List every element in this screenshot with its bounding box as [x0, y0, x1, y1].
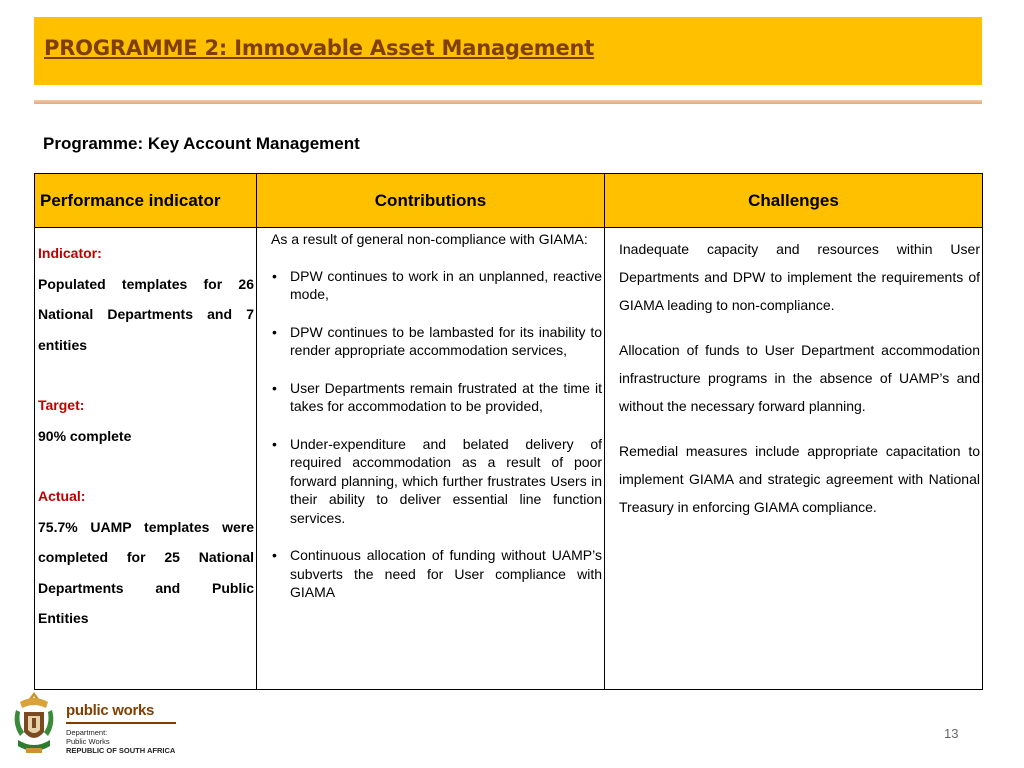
- target-value: 90% complete: [38, 427, 132, 444]
- contributions-list: [271, 267, 602, 602]
- header-contributions: Contributions: [257, 174, 605, 228]
- header-performance-indicator: Performance indicator: [35, 174, 257, 228]
- actual-line: 75.7% UAMP templates were: [38, 518, 254, 535]
- contributions-cell: [257, 228, 605, 690]
- coat-of-arms-icon: [10, 688, 58, 760]
- target-label: Target:: [38, 397, 85, 413]
- performance-table: [34, 173, 983, 690]
- header-challenges: Challenges: [605, 174, 983, 228]
- challenges-cell: [605, 228, 983, 690]
- actual-line: completed for 25 National: [38, 549, 254, 565]
- list-item: • Under-expenditure and belated delivery of required accommodation as a result of poor forward planning, which further frustrates Users in their ability to deliver essential line function services.: [272, 435, 602, 526]
- title-divider: [34, 100, 982, 104]
- actual-line: Entities: [38, 610, 89, 626]
- indicator-line: Populated templates for 26: [38, 275, 254, 292]
- contributions-intro: As a result of general non-compliance with GIAMA:: [271, 231, 588, 247]
- list-item: • DPW continues to work in an unplanned, reactive mode,: [272, 267, 602, 302]
- page-number: 13: [944, 726, 959, 741]
- challenge-paragraph: Inadequate capacity and resources within User Departments and DPW to implement the requirements of GIAMA leading to non-compliance.: [619, 241, 980, 313]
- actual-label: Actual:: [38, 488, 86, 504]
- list-item: • DPW continues to be lambasted for its inability to render appropriate accommodation services,: [272, 323, 602, 358]
- indicator-label: Indicator:: [38, 245, 102, 261]
- brand-rule: [66, 722, 176, 724]
- logo-line-department: Department:: [66, 728, 108, 737]
- challenge-paragraph: Allocation of funds to User Department accommodation infrastructure programs in the absence of UAMP’s and without the necessary forward planning.: [619, 342, 980, 414]
- challenge-paragraph: Remedial measures include appropriate capacitation to implement GIAMA and strategic agreement with National Treasury in enforcing GIAMA compliance.: [619, 443, 980, 515]
- table-header-row: [35, 174, 983, 228]
- list-item: • Continuous allocation of funding without UAMP’s subverts the need for User compliance with GIAMA: [272, 547, 602, 600]
- table-row: [35, 228, 983, 690]
- slide-title: PROGRAMME 2: Immovable Asset Management: [44, 36, 595, 60]
- indicator-line: National Departments and 7: [38, 306, 254, 322]
- actual-line: Departments and Public: [38, 579, 254, 596]
- logo-line-public-works: Public Works: [66, 737, 110, 746]
- list-item: • User Departments remain frustrated at the time it takes for accommodation to be provided,: [272, 379, 602, 414]
- indicator-cell: [35, 228, 257, 690]
- slide-subtitle: Programme: Key Account Management: [43, 134, 360, 153]
- public-works-logo: [6, 686, 178, 762]
- logo-line-republic: REPUBLIC OF SOUTH AFRICA: [66, 746, 176, 755]
- indicator-line: entities: [38, 336, 88, 353]
- brand-name: public works: [66, 702, 155, 719]
